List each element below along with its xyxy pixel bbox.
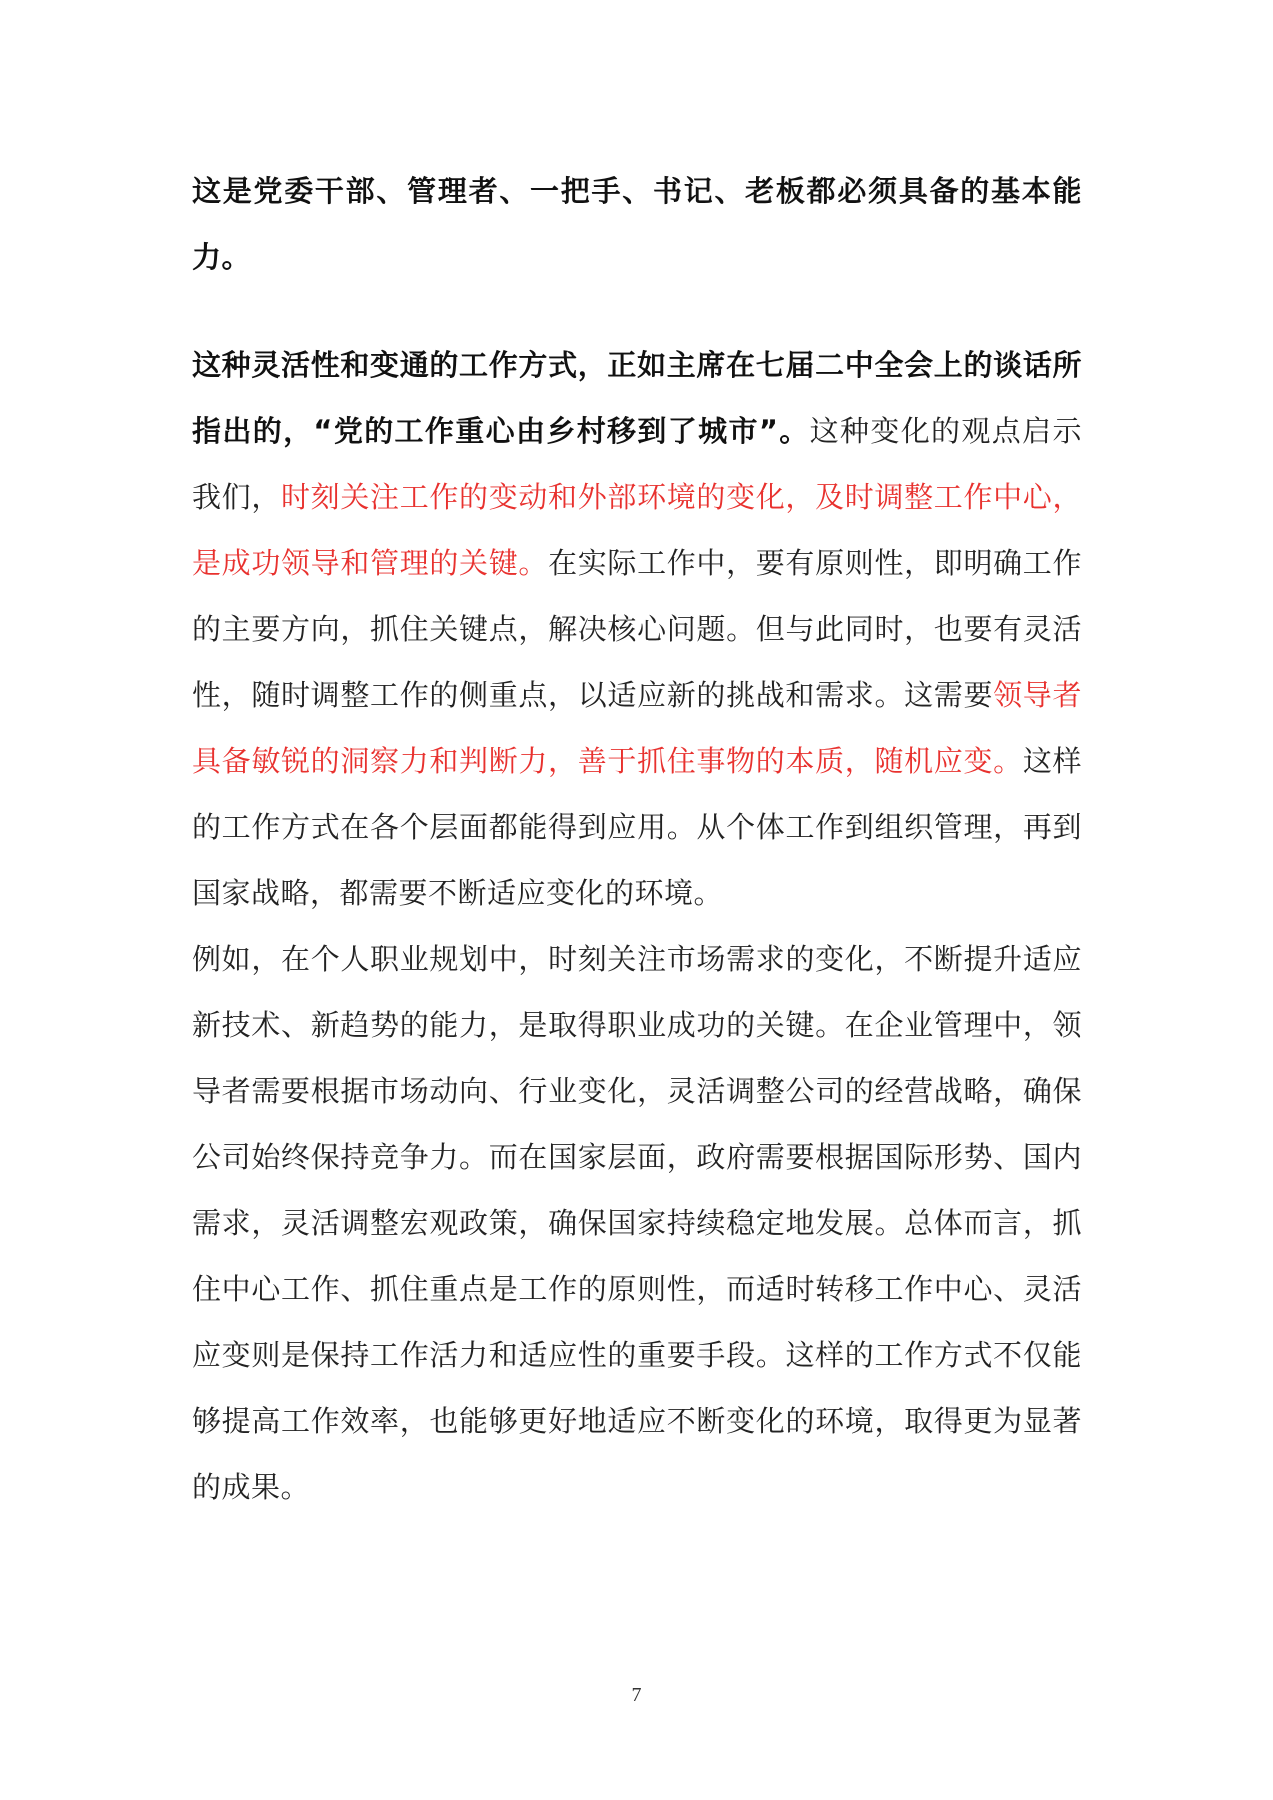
paragraph-flexibility-text-1: 这种变化的观点启示我们，	[192, 414, 1082, 514]
paragraph-basic-ability	[192, 158, 1082, 290]
paragraph-flexibility	[192, 332, 1082, 926]
paragraph-examples-text: 例如，在个人职业规划中，时刻关注市场需求的变化，不断提升适应新技术、新趋势的能力，是取得职业成功的关键。在企业管理中，领导者需要根据市场动向、行业变化，灵活调整公司的经营战略，确保公司始终保持竞争力。而在国家层面，政府需要根据国际形势、国内需求，灵活调整宏观政策，确保国家持续稳定地发展。总体而言，抓住中心工作、抓住重点是工作的原则性，而适时转移工作中心、灵活应变则是保持工作活力和适应性的重要手段。这样的工作方式不仅能够提高工作效率，也能够更好地适应不断变化的环境，取得更为显著的成果。	[192, 942, 1082, 1504]
paragraph-basic-ability-text: 这是党委干部、管理者、一把手、书记、老板都必须具备的基本能力。	[192, 174, 1082, 274]
paragraph-flexibility-red-2: 领导者具备敏锐的洞察力和判断力，善于抓住事物的本质，随机应变。	[192, 678, 1082, 778]
paragraph-flexibility-red-1: 时刻关注工作的变动和外部环境的变化，及时调整工作中心，是成功领导和管理的关键。	[192, 480, 1082, 580]
paragraph-flexibility-bold-lead: 这种灵活性和变通的工作方式，正如主席在七届二中全会上的谈话所指出的，“党的工作重心由乡村移到了城市”。	[192, 348, 1082, 448]
paragraph-flexibility-text-3: 这样的工作方式在各个层面都能得到应用。从个体工作到组织管理，再到国家战略，都需要不断适应变化的环境。	[192, 744, 1082, 910]
paragraph-flexibility-text-2: 在实际工作中，要有原则性，即明确工作的主要方向，抓住关键点，解决核心问题。但与此同时，也要有灵活性，随时调整工作的侧重点，以适应新的挑战和需求。这需要	[192, 546, 1082, 712]
page-number: 7	[631, 1684, 642, 1706]
document-body	[192, 158, 1082, 1520]
paragraph-examples	[192, 926, 1082, 1520]
